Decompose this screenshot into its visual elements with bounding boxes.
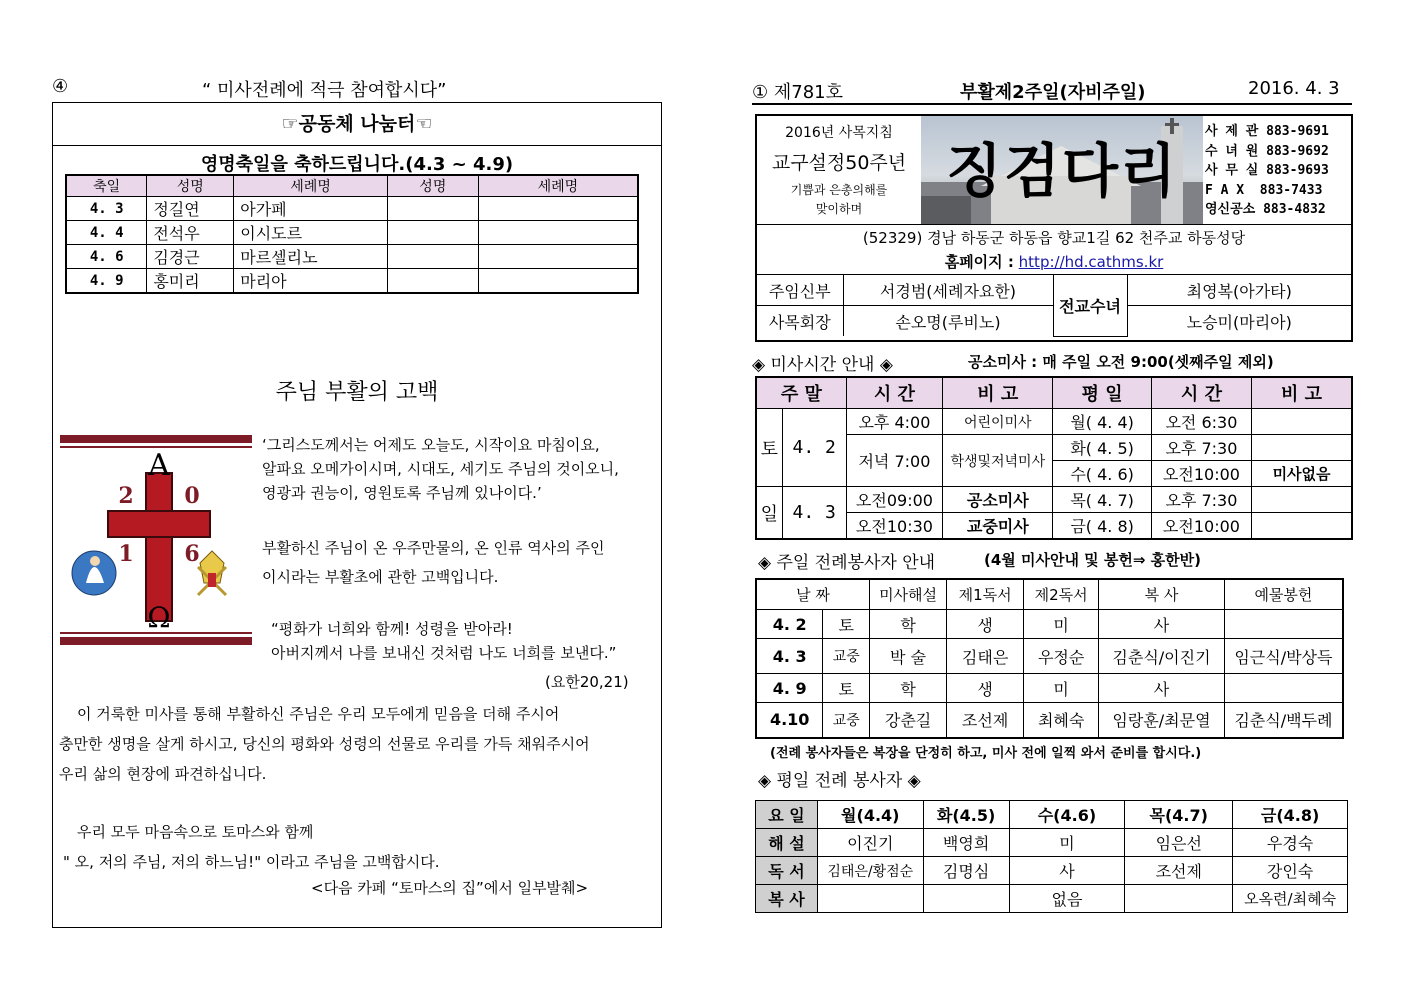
contact-item xyxy=(1205,122,1351,142)
table-row xyxy=(756,409,1352,435)
column-header: 복 사 xyxy=(1099,579,1225,610)
empty-cell xyxy=(478,245,638,269)
issue-number: ① 제781호 xyxy=(752,82,843,103)
weekday-cell: 조선제 xyxy=(1125,857,1233,885)
staff-label: 주임신부 xyxy=(757,275,843,306)
mass-section-note: 공소미사 : 매 주일 오전 9:00(셋째주일 제외) xyxy=(968,353,1274,371)
contact-label: 영신공소 xyxy=(1205,202,1256,217)
mass-time: 오전09:00 xyxy=(846,487,942,513)
table-row xyxy=(756,610,1343,639)
contact-item xyxy=(1205,161,1351,181)
column-header: 시 간 xyxy=(846,377,942,409)
serve-kind: 교중 xyxy=(823,703,870,738)
guideline-year: 2016년 사목지침 xyxy=(785,125,893,141)
serve-cell: 학 xyxy=(870,674,947,703)
contact-item xyxy=(1205,142,1351,162)
column-header: 월(4.4) xyxy=(817,801,923,829)
feast-name: 전석우 xyxy=(147,221,234,245)
weekday-date: 화( 4. 5) xyxy=(1053,435,1151,461)
weekend-day: 일 xyxy=(756,487,782,540)
serve-cell xyxy=(1224,610,1343,639)
weekday-date: 수( 4. 6) xyxy=(1053,461,1151,487)
paragraph-line: 충만한 생명을 살게 하시고, 당신의 평화와 성령의 선물로 우리를 가득 채워주시어 xyxy=(59,735,590,753)
omega-letter: Ω xyxy=(147,601,171,634)
masthead xyxy=(755,114,1353,342)
table-row xyxy=(757,275,1351,306)
column-header: 성명 xyxy=(387,175,478,197)
serve-cell: 임근식/박상득 xyxy=(1224,639,1343,674)
paragraph xyxy=(262,534,604,592)
empty-cell xyxy=(387,269,478,294)
contact-label: 사 무 실 xyxy=(1205,163,1259,178)
column-header: 목(4.7) xyxy=(1125,801,1233,829)
guideline-sub: 맞이하며 xyxy=(815,202,863,216)
weekend-date: 4. 2 xyxy=(782,409,846,487)
feast-title: 영명축일을 축하드립니다.(4.3 ~ 4.9) xyxy=(200,154,514,175)
column-header: 비 고 xyxy=(943,377,1053,409)
weekday-note xyxy=(1252,435,1352,461)
column-header: 미사해설 xyxy=(870,579,947,610)
column-header: 성명 xyxy=(147,175,234,197)
column-header: 세례명 xyxy=(234,175,388,197)
feast-date: 4. 3 xyxy=(66,197,147,221)
weekday-cell: 임은선 xyxy=(1125,829,1233,857)
serve-kind: 교중 xyxy=(823,639,870,674)
serve-cell: 임랑훈/최문열 xyxy=(1099,703,1225,738)
weekday-cell: 사 xyxy=(1009,857,1125,885)
column-header: 평 일 xyxy=(1053,377,1151,409)
paragraph-line: 우리 삶의 현장에 파견하십니다. xyxy=(59,765,267,783)
guideline-sub: 기쁨과 은총의해를 xyxy=(790,183,888,197)
weekday-servers-table xyxy=(755,800,1348,913)
serve-date: 4. 2 xyxy=(756,610,823,639)
quote-line: “평화가 너희와 함께! 성령을 받아라! xyxy=(271,620,513,638)
staff-name: 노승미(마리아) xyxy=(1127,306,1351,337)
quote-line: 알파요 오메가이시며, 시대도, 세기도 주님의 것이오니, xyxy=(262,460,619,478)
row-label: 독 서 xyxy=(756,857,818,885)
weekday-cell: 강인숙 xyxy=(1233,857,1348,885)
staff-name: 서경범(세례자요한) xyxy=(843,275,1053,306)
quote-block xyxy=(271,617,616,665)
bulletin-title: 부활제2주일(자비주일) xyxy=(960,82,1146,103)
paragraph-line: " 오, 저의 주님, 저의 하느님!" 이라고 주님을 고백합시다. xyxy=(63,853,440,871)
weekday-note xyxy=(1252,513,1352,540)
paragraph xyxy=(59,817,440,877)
serve-cell: 박 술 xyxy=(870,639,947,674)
serve-cell: 학 xyxy=(870,610,947,639)
table-row xyxy=(756,487,1352,513)
year-digit: 2 xyxy=(118,483,134,509)
guideline-anniversary: 교구설정50주년 xyxy=(771,152,907,174)
address-block xyxy=(757,224,1351,275)
column-header: 제1독서 xyxy=(947,579,1024,610)
serve-cell: 생 xyxy=(947,610,1024,639)
table-row xyxy=(756,513,1352,540)
serve-footnote: (전례 봉사자들은 복장을 단정히 하고, 미사 전에 일찍 와서 준비를 합시다.) xyxy=(770,746,1202,761)
feast-baptismal-name: 마르셀리노 xyxy=(234,245,388,269)
staff-label: 전교수녀 xyxy=(1053,275,1127,337)
community-section xyxy=(52,102,662,928)
table-header-row xyxy=(756,801,1348,829)
serve-section-head: ◈ 주일 전례봉사자 안내 xyxy=(758,553,936,573)
serve-cell: 김춘식/이진기 xyxy=(1099,639,1225,674)
weekday-cell: 백영희 xyxy=(923,829,1009,857)
church-photo xyxy=(921,116,1203,224)
homepage-link[interactable]: http://hd.cathms.kr xyxy=(1018,253,1164,271)
serve-cell: 김태은 xyxy=(947,639,1024,674)
staff-table xyxy=(757,274,1351,337)
year-digit: 1 xyxy=(118,541,134,567)
feast-date: 4. 6 xyxy=(66,245,147,269)
column-header: 요 일 xyxy=(756,801,818,829)
serve-cell: 생 xyxy=(947,674,1024,703)
weekday-time: 오전10:00 xyxy=(1151,513,1251,540)
paragraph-line: 이 거룩한 미사를 통해 부활하신 주님은 우리 모두에게 믿음을 더해 주시어 xyxy=(77,705,560,723)
mass-note: 공소미사 xyxy=(943,487,1053,513)
table-header-row xyxy=(756,377,1352,409)
contact-label: F A X xyxy=(1205,182,1245,198)
weekday-cell: 없음 xyxy=(1009,885,1125,913)
table-row xyxy=(756,674,1343,703)
mass-schedule-table xyxy=(755,376,1353,540)
contact-number: 883-9692 xyxy=(1266,143,1329,159)
empty-cell xyxy=(478,269,638,294)
serve-cell: 미 xyxy=(1024,610,1099,639)
feast-baptismal-name: 아가페 xyxy=(234,197,388,221)
staff-label: 사목회장 xyxy=(757,306,843,337)
column-header: 예물봉헌 xyxy=(1224,579,1343,610)
serve-date: 4. 9 xyxy=(756,674,823,703)
weekday-date: 금( 4. 8) xyxy=(1053,513,1151,540)
weekday-note: 미사없음 xyxy=(1252,461,1352,487)
mass-time: 오전10:30 xyxy=(846,513,942,540)
mass-note: 어린이미사 xyxy=(943,409,1053,435)
serve-cell: 사 xyxy=(1099,674,1225,703)
weekday-cell xyxy=(1125,885,1233,913)
empty-cell xyxy=(387,197,478,221)
table-row xyxy=(66,197,638,221)
serve-kind: 토 xyxy=(823,610,870,639)
mass-note: 교중미사 xyxy=(943,513,1053,540)
year-digit: 0 xyxy=(184,483,200,509)
staff-name: 최영복(아가타) xyxy=(1127,275,1351,306)
feast-name: 홍미리 xyxy=(147,269,234,294)
serve-kind: 토 xyxy=(823,674,870,703)
column-header: 세례명 xyxy=(478,175,638,197)
homepage-label: 홈페이지 : xyxy=(944,253,1014,271)
contact-label: 사 제 관 xyxy=(1205,124,1259,139)
paschal-cross-icon xyxy=(60,433,252,647)
header-divider xyxy=(752,103,1352,105)
contact-number: 883-9693 xyxy=(1266,163,1329,178)
weekday-cell: 김명심 xyxy=(923,857,1009,885)
weekend-day: 토 xyxy=(756,409,782,487)
serve-cell xyxy=(1224,674,1343,703)
paragraph-line: 부활하신 주님이 온 우주만물의, 온 인류 역사의 주인 xyxy=(262,539,605,557)
weekday-section-head: ◈ 평일 전례 봉사자 ◈ xyxy=(758,771,921,791)
column-header: 화(4.5) xyxy=(923,801,1009,829)
quote-reference: (요한20,21) xyxy=(545,673,629,691)
feast-name: 정길연 xyxy=(147,197,234,221)
column-header: 날 짜 xyxy=(756,579,870,610)
feast-name: 김경근 xyxy=(147,245,234,269)
alpha-letter: A xyxy=(148,448,170,483)
church-address: (52329) 경남 하동군 하동읍 향교1길 62 천주교 하동성당 xyxy=(862,229,1246,247)
table-row xyxy=(756,885,1348,913)
weekday-cell: 미 xyxy=(1009,829,1125,857)
paragraph-line: 이시라는 부활초에 관한 고백입니다. xyxy=(262,568,499,586)
weekday-cell xyxy=(923,885,1009,913)
weekday-note xyxy=(1252,487,1352,513)
paragraph-line: 우리 모두 마음속으로 토마스와 함께 xyxy=(77,823,314,841)
year-digit: 6 xyxy=(184,541,200,567)
staff-name: 손오명(루비노) xyxy=(843,306,1053,337)
serve-section-note: (4월 미사안내 및 봉헌⇒ 홍한반) xyxy=(984,551,1201,569)
mass-time: 오후 4:00 xyxy=(846,409,942,435)
weekend-date: 4. 3 xyxy=(782,487,846,540)
serve-cell: 최혜숙 xyxy=(1024,703,1099,738)
contact-item xyxy=(1205,181,1351,201)
weekday-time: 오전10:00 xyxy=(1151,461,1251,487)
weekday-note xyxy=(1252,409,1352,435)
table-header-row xyxy=(66,175,638,197)
serve-cell: 조선제 xyxy=(947,703,1024,738)
column-header: 주 말 xyxy=(756,377,846,409)
serve-cell: 우정순 xyxy=(1024,639,1099,674)
table-row xyxy=(756,639,1343,674)
feast-table xyxy=(65,174,639,294)
row-label: 복 사 xyxy=(756,885,818,913)
serve-date: 4.10 xyxy=(756,703,823,738)
table-header-row xyxy=(756,579,1343,610)
pastoral-guideline xyxy=(757,116,922,224)
weekday-cell xyxy=(817,885,923,913)
quote-block xyxy=(262,433,619,505)
column-header: 수(4.6) xyxy=(1009,801,1125,829)
empty-cell xyxy=(478,197,638,221)
weekday-date: 월( 4. 4) xyxy=(1053,409,1151,435)
column-header: 축일 xyxy=(66,175,147,197)
contact-item xyxy=(1205,200,1351,220)
weekday-time: 오후 7:30 xyxy=(1151,435,1251,461)
serve-cell: 김춘식/백두례 xyxy=(1224,703,1343,738)
left-page-header xyxy=(52,76,664,102)
empty-cell xyxy=(387,221,478,245)
contact-number: 883-9691 xyxy=(1266,124,1329,139)
column-header: 제2독서 xyxy=(1024,579,1099,610)
weekday-cell: 오옥련/최혜숙 xyxy=(1233,885,1348,913)
quote-line: ‘그리스도께서는 어제도 오늘도, 시작이요 마침이요, xyxy=(262,436,600,454)
table-row xyxy=(66,221,638,245)
bulletin-date: 2016. 4. 3 xyxy=(1248,78,1340,99)
weekday-time: 오후 7:30 xyxy=(1151,487,1251,513)
feast-baptismal-name: 마리아 xyxy=(234,269,388,294)
weekday-cell: 김태은/황점순 xyxy=(817,857,923,885)
right-page-header xyxy=(752,78,1352,104)
feast-baptismal-name: 이시도르 xyxy=(234,221,388,245)
bulletin-logo: 징검다리 xyxy=(945,137,1179,205)
empty-cell xyxy=(478,221,638,245)
serve-cell: 미 xyxy=(1024,674,1099,703)
page-number: ④ xyxy=(52,76,69,97)
source-note: <다음 카페 “토마스의 집”에서 일부발췌> xyxy=(311,879,589,897)
table-row xyxy=(756,829,1348,857)
weekday-time: 오전 6:30 xyxy=(1151,409,1251,435)
table-row xyxy=(756,435,1352,461)
mass-note: 학생및저녁미사 xyxy=(943,435,1053,487)
table-row xyxy=(66,245,638,269)
page-motto: “ 미사전례에 적극 참여합시다” xyxy=(202,80,447,101)
feast-date: 4. 9 xyxy=(66,269,147,294)
contact-number: 883-7433 xyxy=(1259,182,1323,198)
quote-line: 영광과 권능이, 영원토록 주님께 있나이다.’ xyxy=(262,484,542,502)
column-header: 금(4.8) xyxy=(1233,801,1348,829)
serve-cell: 사 xyxy=(1099,610,1225,639)
table-row xyxy=(756,703,1343,738)
paragraph xyxy=(59,699,590,789)
contact-number: 883-4832 xyxy=(1263,202,1326,217)
column-header: 비 고 xyxy=(1252,377,1352,409)
weekday-cell: 우경숙 xyxy=(1233,829,1348,857)
table-row xyxy=(66,269,638,294)
serve-date: 4. 3 xyxy=(756,639,823,674)
quote-line: 아버지께서 나를 보내신 것처럼 나도 너희를 보낸다.” xyxy=(271,644,617,662)
row-label: 해 설 xyxy=(756,829,818,857)
contact-label: 수 녀 원 xyxy=(1205,143,1259,159)
table-row xyxy=(756,857,1348,885)
sunday-servers-table xyxy=(755,578,1344,739)
empty-cell xyxy=(387,245,478,269)
feast-date: 4. 4 xyxy=(66,221,147,245)
contact-list xyxy=(1205,116,1351,224)
community-title: ☞공동체 나눔터☜ xyxy=(53,103,661,146)
weekday-date: 목( 4. 7) xyxy=(1053,487,1151,513)
easter-title: 주님 부활의 고백 xyxy=(275,380,439,405)
mass-time: 저녁 7:00 xyxy=(846,435,942,487)
serve-cell: 강춘길 xyxy=(870,703,947,738)
weekday-cell: 이진기 xyxy=(817,829,923,857)
column-header: 시 간 xyxy=(1151,377,1251,409)
mass-section-head: ◈ 미사시간 안내 ◈ xyxy=(752,355,893,375)
